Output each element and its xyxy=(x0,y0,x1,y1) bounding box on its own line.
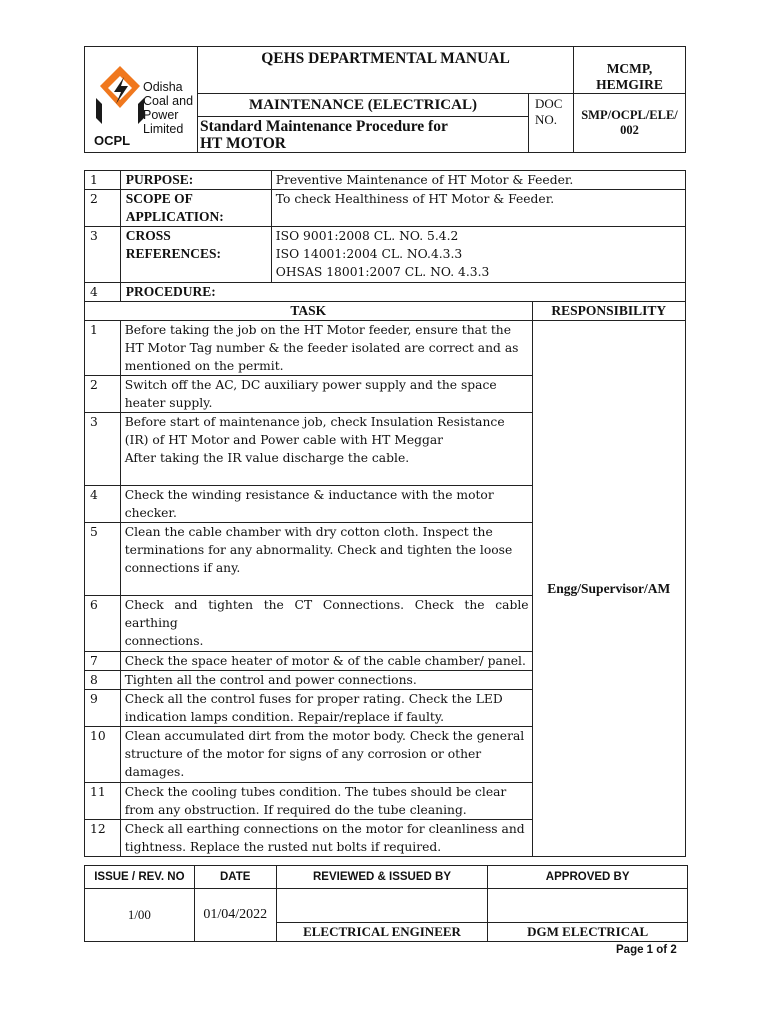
task-number: 1 xyxy=(85,321,121,376)
task-text xyxy=(120,321,532,376)
task-number: 7 xyxy=(85,652,121,671)
doc-label-line: NO. xyxy=(535,112,558,127)
task-number: 3 xyxy=(85,413,121,486)
location-label: MCMP, HEMGIRE xyxy=(574,47,686,94)
date-value: 01/04/2022 xyxy=(194,889,276,942)
procedure-table xyxy=(84,170,686,857)
task-column-header: TASK xyxy=(85,302,533,321)
section-number: 2 xyxy=(85,190,121,227)
section-label-line: CROSS xyxy=(125,228,171,243)
approval-header-row xyxy=(85,866,688,889)
task-number: 12 xyxy=(85,820,121,857)
task-number: 5 xyxy=(85,523,121,596)
approver-signature-cell xyxy=(488,889,688,923)
task-line: Check the cooling tubes condition. The tubes should be clear xyxy=(124,785,507,799)
section-value: Preventive Maintenance of HT Motor & Feeder. xyxy=(271,171,685,190)
task-line: damages. xyxy=(124,765,185,779)
task-line: Switch off the AC, DC auxiliary power supply and the space xyxy=(124,378,497,392)
task-line: connections. xyxy=(124,634,204,648)
doc-number-line: SMP/OCPL/ELE/ xyxy=(581,108,678,122)
task-number: 2 xyxy=(85,376,121,413)
section-value xyxy=(271,227,685,283)
task-text xyxy=(120,783,532,820)
task-number: 11 xyxy=(85,783,121,820)
section-label-line: SCOPE OF xyxy=(125,191,193,206)
approver-role: DGM ELECTRICAL xyxy=(488,923,688,942)
section-row xyxy=(85,190,686,227)
task-number: 4 xyxy=(85,486,121,523)
responsibility-value: Engg/Supervisor/AM xyxy=(532,321,685,857)
task-line: structure of the motor for signs of any corrosion or other xyxy=(124,747,482,761)
task-header-row xyxy=(85,302,686,321)
section-row xyxy=(85,227,686,283)
section-label: PROCEDURE: xyxy=(120,283,685,302)
task-text xyxy=(120,727,532,783)
logo-text-line: Coal and xyxy=(143,93,194,108)
task-line: (IR) of HT Motor and Power cable with HT Meggar xyxy=(124,433,444,447)
procedure-title-line1: Standard Maintenance Procedure for xyxy=(200,118,448,135)
task-number: 9 xyxy=(85,690,121,727)
doc-number-line: 002 xyxy=(620,123,639,137)
section-row xyxy=(85,283,686,302)
reference-line: ISO 14001:2004 CL. NO.4.3.3 xyxy=(275,247,463,261)
task-line: Clean accumulated dirt from the motor body. Check the general xyxy=(124,729,525,743)
task-row xyxy=(85,321,686,376)
document-header xyxy=(84,46,686,153)
task-line: Before taking the job on the HT Motor feeder, ensure that the xyxy=(124,323,511,337)
logo-cell xyxy=(85,47,198,153)
reviewer-signature-cell xyxy=(276,889,488,923)
reviewer-role: ELECTRICAL ENGINEER xyxy=(276,923,488,942)
task-text xyxy=(120,820,532,857)
logo-text-line: Power xyxy=(143,107,179,122)
task-text xyxy=(120,413,532,486)
ocpl-logo-icon xyxy=(90,62,150,142)
doc-label-line: DOC xyxy=(535,96,563,111)
manual-title: QEHS DEPARTMENTAL MANUAL xyxy=(198,47,574,94)
task-line: tightness. Replace the rusted nut bolts if required. xyxy=(124,840,442,854)
section-subtitle: MAINTENANCE (ELECTRICAL) xyxy=(198,94,528,117)
task-text xyxy=(120,523,532,596)
task-line: from any obstruction. If required do the tube cleaning. xyxy=(124,803,467,817)
section-label-line: REFERENCES: xyxy=(125,246,221,261)
task-number: 8 xyxy=(85,671,121,690)
approval-row xyxy=(85,889,688,923)
logo-company-name xyxy=(143,80,193,136)
issue-rev-value: 1/00 xyxy=(85,889,195,942)
task-line: Before start of maintenance job, check Insulation Resistance xyxy=(124,415,505,429)
task-line: Check all the control fuses for proper rating. Check the LED xyxy=(124,692,503,706)
section-label: PURPOSE: xyxy=(120,171,271,190)
task-line: HT Motor Tag number & the feeder isolated are correct and as xyxy=(124,341,519,355)
logo-brand: OCPL xyxy=(94,132,131,148)
reviewed-header: REVIEWED & ISSUED BY xyxy=(276,866,488,889)
task-number: 6 xyxy=(85,596,121,652)
section-row xyxy=(85,171,686,190)
task-line: Check the winding resistance & inductance with the motor xyxy=(124,488,494,502)
date-header: DATE xyxy=(194,866,276,889)
page-number: Page 1 of 2 xyxy=(616,944,677,956)
section-value: To check Healthiness of HT Motor & Feeder. xyxy=(271,190,685,227)
doc-number xyxy=(574,94,686,153)
task-line: connections if any. xyxy=(124,561,241,575)
logo-text-line: Odisha xyxy=(143,79,183,94)
section-label xyxy=(120,227,271,283)
responsibility-column-header: RESPONSIBILITY xyxy=(532,302,685,321)
task-line: Clean the cable chamber with dry cotton cloth. Inspect the xyxy=(124,525,493,539)
doc-no-label xyxy=(529,94,574,153)
section-label xyxy=(120,190,271,227)
task-number: 10 xyxy=(85,727,121,783)
task-text: Check the space heater of motor & of the cable chamber/ panel. xyxy=(120,652,532,671)
task-line: mentioned on the permit. xyxy=(124,359,284,373)
task-text xyxy=(120,690,532,727)
task-line: indication lamps condition. Repair/replace if faulty. xyxy=(124,710,445,724)
section-number: 1 xyxy=(85,171,121,190)
section-number: 3 xyxy=(85,227,121,283)
logo-text-line: Limited xyxy=(143,121,184,136)
task-text xyxy=(120,376,532,413)
section-number: 4 xyxy=(85,283,121,302)
task-text xyxy=(120,596,532,652)
task-line: Check all earthing connections on the motor for cleanliness and xyxy=(124,822,525,836)
task-line: After taking the IR value discharge the cable. xyxy=(124,451,410,465)
procedure-title-line2: HT MOTOR xyxy=(200,135,286,152)
section-label-line: APPLICATION: xyxy=(125,209,224,224)
task-text: Tighten all the control and power connections. xyxy=(120,671,532,690)
procedure-title-cell xyxy=(198,94,529,153)
approval-table xyxy=(84,865,688,942)
task-line: Check and tighten the CT Connections. Check the cable earthing xyxy=(124,598,529,630)
task-text xyxy=(120,486,532,523)
task-line: checker. xyxy=(124,506,177,520)
issue-rev-header: ISSUE / REV. NO xyxy=(85,866,195,889)
task-line: heater supply. xyxy=(124,396,213,410)
company-logo xyxy=(85,48,197,152)
approved-header: APPROVED BY xyxy=(488,866,688,889)
task-line: terminations for any abnormality. Check and tighten the loose xyxy=(124,543,513,557)
reference-line: ISO 9001:2008 CL. NO. 5.4.2 xyxy=(275,229,459,243)
reference-line: OHSAS 18001:2007 CL. NO. 4.3.3 xyxy=(275,265,490,279)
